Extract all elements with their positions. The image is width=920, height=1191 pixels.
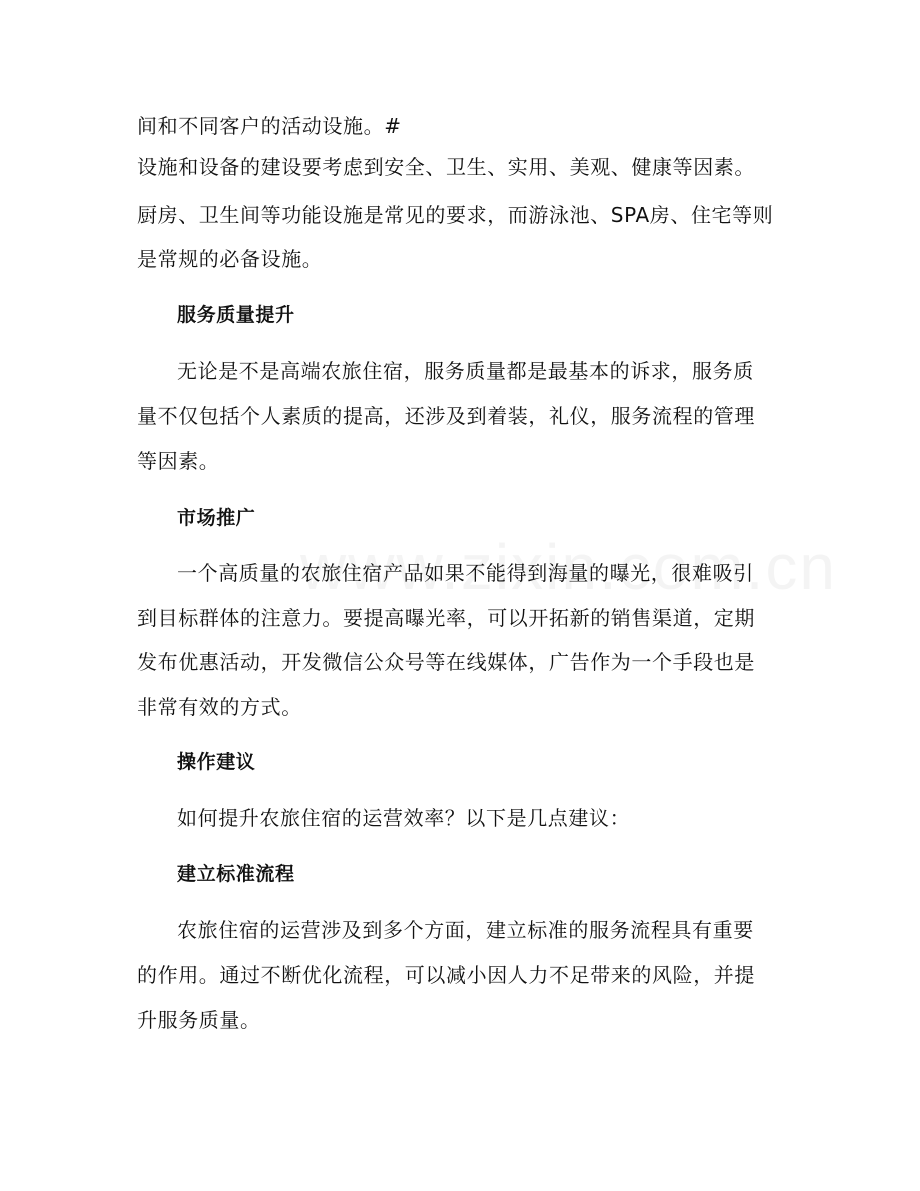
paragraph-line: 无论是不是高端农旅住宿，服务质量都是最基本的诉求，服务质 (177, 359, 754, 383)
paragraph-line: 等因素。 (137, 449, 220, 473)
section-heading-process: 建立标准流程 (177, 863, 295, 885)
section-heading-advice: 操作建议 (177, 751, 256, 773)
paragraph-line: 的作用。通过不断优化流程，可以减小因人力不足带来的风险，并提 (137, 963, 755, 987)
paragraph-line: 发布优惠活动，开发微信公众号等在线媒体，广告作为一个手段也是 (137, 650, 755, 674)
section-heading-service: 服务质量提升 (177, 304, 295, 326)
paragraph-line: 量不仅包括个人素质的提高，还涉及到着装，礼仪，服务流程的管理 (137, 404, 755, 428)
paragraph-line: 非常有效的方式。 (137, 695, 302, 719)
section-heading-marketing: 市场推广 (177, 507, 256, 529)
paragraph-line: 一个高质量的农旅住宿产品如果不能得到海量的曝光，很难吸引 (177, 561, 754, 585)
paragraph-line: 如何提升农旅住宿的运营效率？以下是几点建议： (177, 806, 631, 830)
paragraph-line: 厨房、卫生间等功能设施是常见的要求，而游泳池、SPA房、住宅等则 (137, 203, 774, 227)
paragraph-line: 设施和设备的建设要考虑到安全、卫生、实用、美观、健康等因素。 (137, 155, 755, 179)
paragraph-line: 是常规的必备设施。 (137, 247, 323, 271)
paragraph-line: 间和不同客户的活动设施。# (137, 114, 402, 138)
paragraph-line: 农旅住宿的运营涉及到多个方面，建立标准的服务流程具有重要 (177, 918, 754, 942)
paragraph-line: 到目标群体的注意力。要提高曝光率，可以开拓新的销售渠道，定期 (137, 606, 755, 630)
paragraph-line: 升服务质量。 (137, 1008, 261, 1032)
